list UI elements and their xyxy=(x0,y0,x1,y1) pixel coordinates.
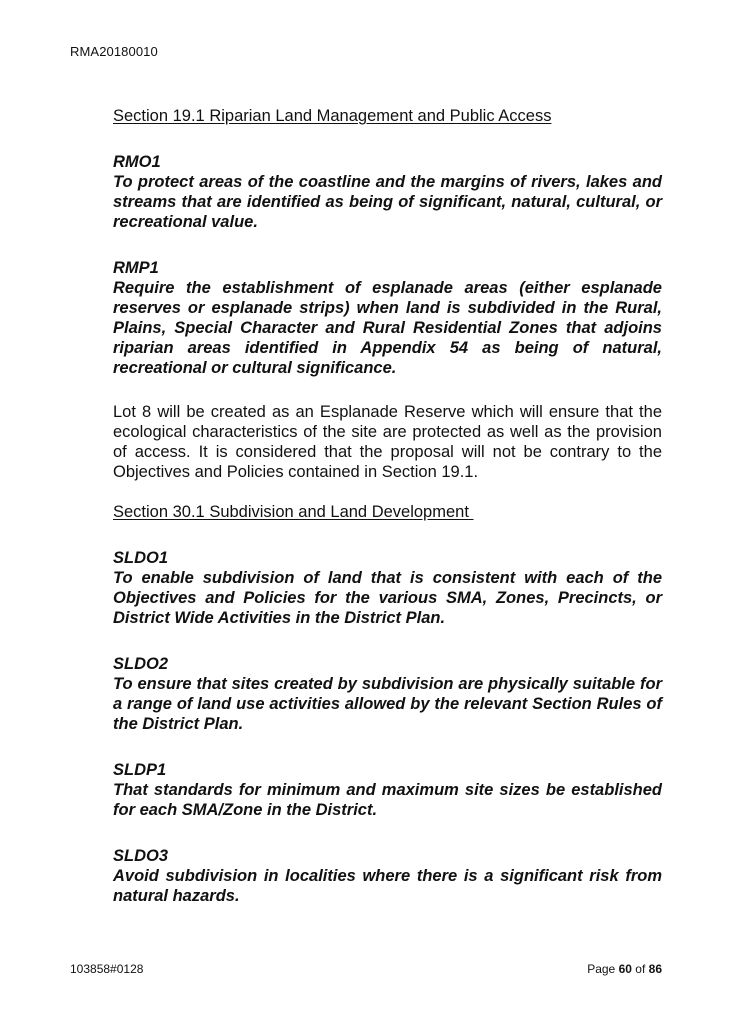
provision-text: To ensure that sites created by subdivision are physically suitable for a range of land use activities allowed by the relevant Section Rules of the District Plan. xyxy=(113,675,662,733)
provision-text: That standards for minimum and maximum site sizes be established for each SMA/Zone in the District. xyxy=(113,781,662,819)
objective-rmo1 xyxy=(113,152,662,232)
page-content xyxy=(113,106,662,906)
section-19-1-heading: Section 19.1 Riparian Land Management and Public Access xyxy=(113,107,552,125)
document-reference: RMA20180010 xyxy=(70,44,158,59)
page-current: 60 xyxy=(618,962,632,976)
policy-rmp1 xyxy=(113,258,662,378)
provision-code: SLDO2 xyxy=(113,655,169,673)
page-total: 86 xyxy=(648,962,662,976)
provision-text: To enable subdivision of land that is consistent with each of the Objectives and Policies for the various SMA, Zones, Precincts, or District Wide Activities in the District Plan. xyxy=(113,569,662,627)
provision-code: RMP1 xyxy=(113,259,159,277)
objective-sldo3 xyxy=(113,846,662,906)
provision-code: SLDO3 xyxy=(113,847,169,865)
page-number xyxy=(587,962,662,976)
policy-sldp1 xyxy=(113,760,662,820)
page-of: of xyxy=(635,962,646,976)
provision-text: Require the establishment of esplanade areas (either esplanade reserves or esplanade strips) when land is subdivided in the Rural, Plains, Special Character and Rural Residential Zones that adjoins riparian areas identified in Appendix 54 as being of natural, recreational or cultural significance. xyxy=(113,279,662,377)
section-30-1-heading: Section 30.1 Subdivision and Land Development xyxy=(113,503,474,521)
assessment-paragraph: Lot 8 will be created as an Esplanade Reserve which will ensure that the ecological characteristics of the site are protected as well as the provision of access. It is considered that the proposal will not be contrary to the Objectives and Policies contained in Section 19.1. xyxy=(113,403,662,481)
provision-code: SLDP1 xyxy=(113,761,167,779)
footer-document-id: 103858#0128 xyxy=(70,962,144,976)
provision-code: SLDO1 xyxy=(113,549,169,567)
objective-sldo2 xyxy=(113,654,662,734)
provision-code: RMO1 xyxy=(113,153,161,171)
page-label: Page xyxy=(587,962,616,976)
provision-text: Avoid subdivision in localities where there is a significant risk from natural hazards. xyxy=(113,867,662,905)
objective-sldo1 xyxy=(113,548,662,628)
provision-text: To protect areas of the coastline and the margins of rivers, lakes and streams that are identified as being of significant, natural, cultural, or recreational value. xyxy=(113,173,662,231)
